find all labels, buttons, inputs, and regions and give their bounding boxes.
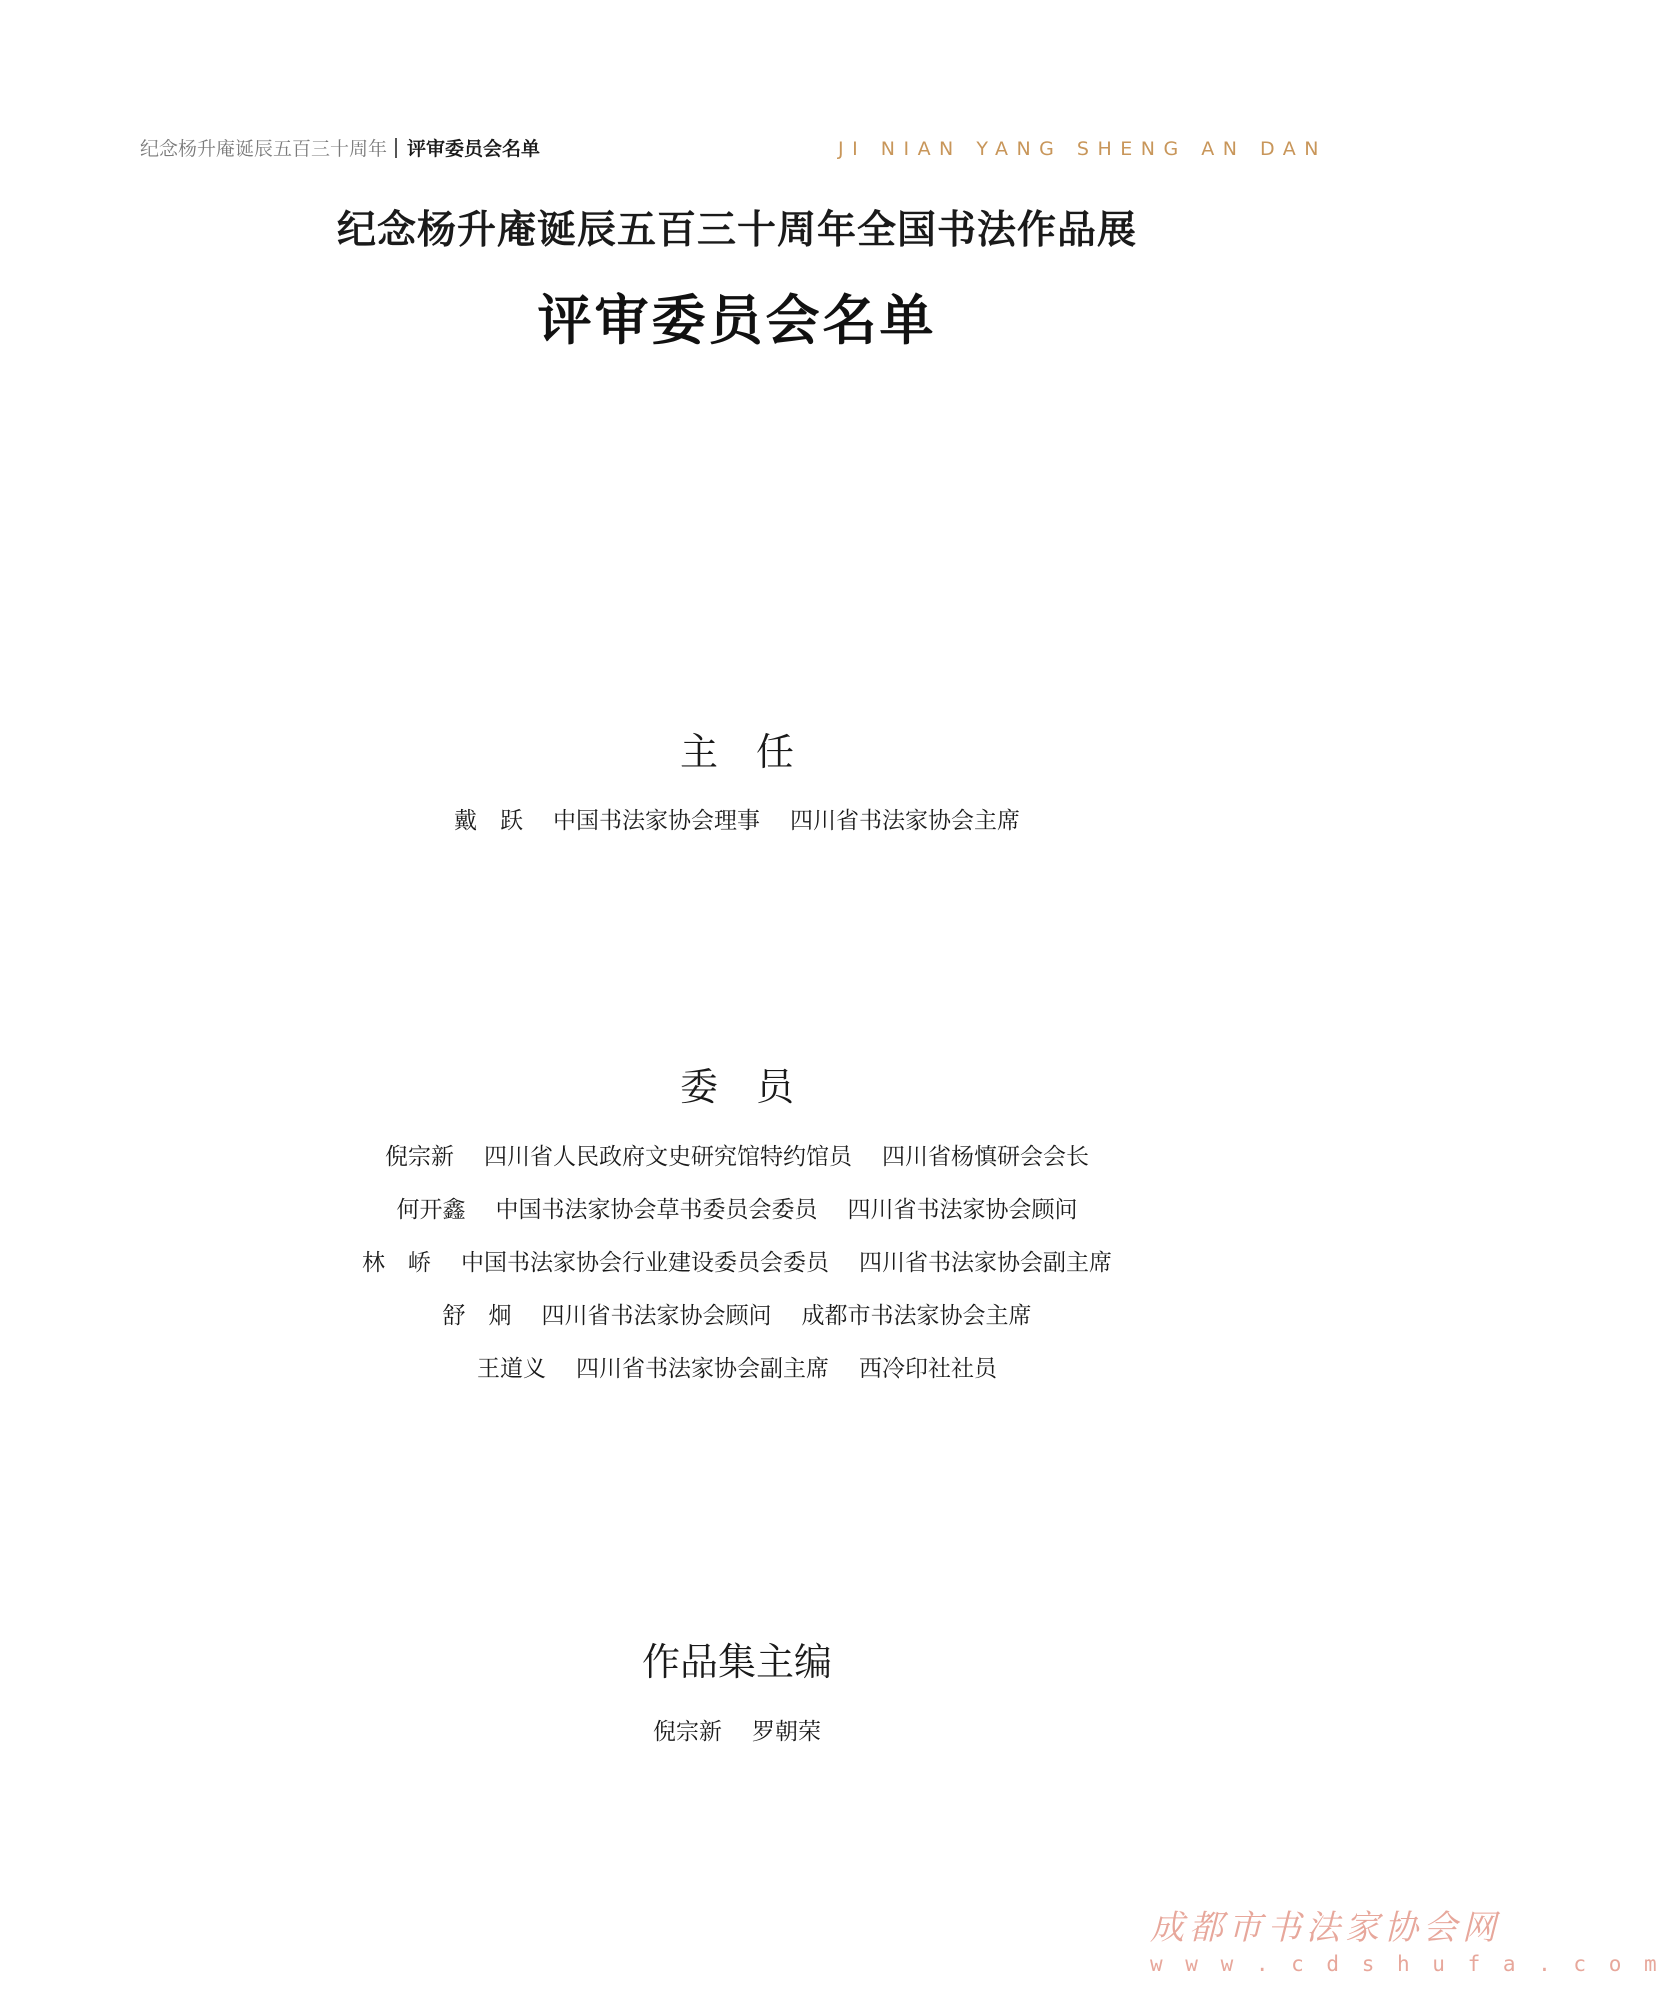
- member-title: 四川省人民政府文史研究馆特约馆员: [484, 1144, 852, 1170]
- member-row: [0, 1290, 1474, 1343]
- member-name: 戴 跃: [454, 808, 523, 834]
- member-name: 王道义: [477, 1356, 546, 1382]
- member-title: 中国书法家协会行业建设委员会委员: [461, 1250, 829, 1276]
- exhibition-title: 纪念杨升庵诞辰五百三十周年全国书法作品展: [336, 208, 1137, 253]
- editor-name: 罗朝荣: [752, 1719, 821, 1745]
- running-header: [140, 136, 540, 162]
- member-title: 中国书法家协会理事: [553, 808, 760, 834]
- member-row: [0, 1184, 1474, 1237]
- page-title: 评审委员会名单: [537, 288, 937, 352]
- editors-heading: 作品集主编: [641, 1640, 832, 1684]
- watermark-text: 成都市书法家协会网: [1150, 1908, 1501, 1948]
- member-name: 舒 炯: [442, 1303, 512, 1329]
- member-row: [0, 1131, 1474, 1184]
- committee-list: [0, 1131, 1474, 1396]
- member-title: 四川省书法家协会顾问: [847, 1197, 1078, 1223]
- member-title: 四川省书法家协会副主席: [859, 1250, 1112, 1276]
- director-list: [0, 795, 1474, 848]
- director-heading: 主 任: [679, 730, 794, 774]
- member-row: [0, 1237, 1474, 1290]
- site-watermark: [1150, 1906, 1662, 1978]
- member-title: 四川省书法家协会主席: [790, 808, 1020, 834]
- member-row: [0, 1343, 1474, 1396]
- member-title: 中国书法家协会草书委员会委员: [495, 1197, 818, 1223]
- current-section-title: 评审委员会名单: [407, 138, 541, 160]
- member-title: 成都市书法家协会主席: [801, 1303, 1032, 1329]
- member-title: 四川省书法家协会顾问: [541, 1303, 772, 1329]
- editor-row: [0, 1706, 1474, 1759]
- member-title: 四川省杨慎研会会长: [882, 1144, 1089, 1170]
- member-name: 何开鑫: [396, 1197, 466, 1223]
- editors-list: [0, 1706, 1474, 1759]
- header-divider: [395, 138, 397, 158]
- member-title: 四川省书法家协会副主席: [576, 1356, 829, 1382]
- member-title: 西冷印社社员: [859, 1356, 997, 1382]
- pinyin-header: JI NIAN YANG SHENG AN DAN: [838, 138, 1328, 160]
- watermark-url: w w w . c d s h u f a . c o m: [1150, 1952, 1662, 1976]
- committee-heading: 委 员: [679, 1065, 794, 1109]
- member-name: 林 峤: [362, 1250, 431, 1276]
- member-row: [0, 795, 1474, 848]
- series-title: 纪念杨升庵诞辰五百三十周年: [140, 138, 388, 160]
- editor-name: 倪宗新: [653, 1719, 722, 1745]
- member-name: 倪宗新: [385, 1144, 454, 1170]
